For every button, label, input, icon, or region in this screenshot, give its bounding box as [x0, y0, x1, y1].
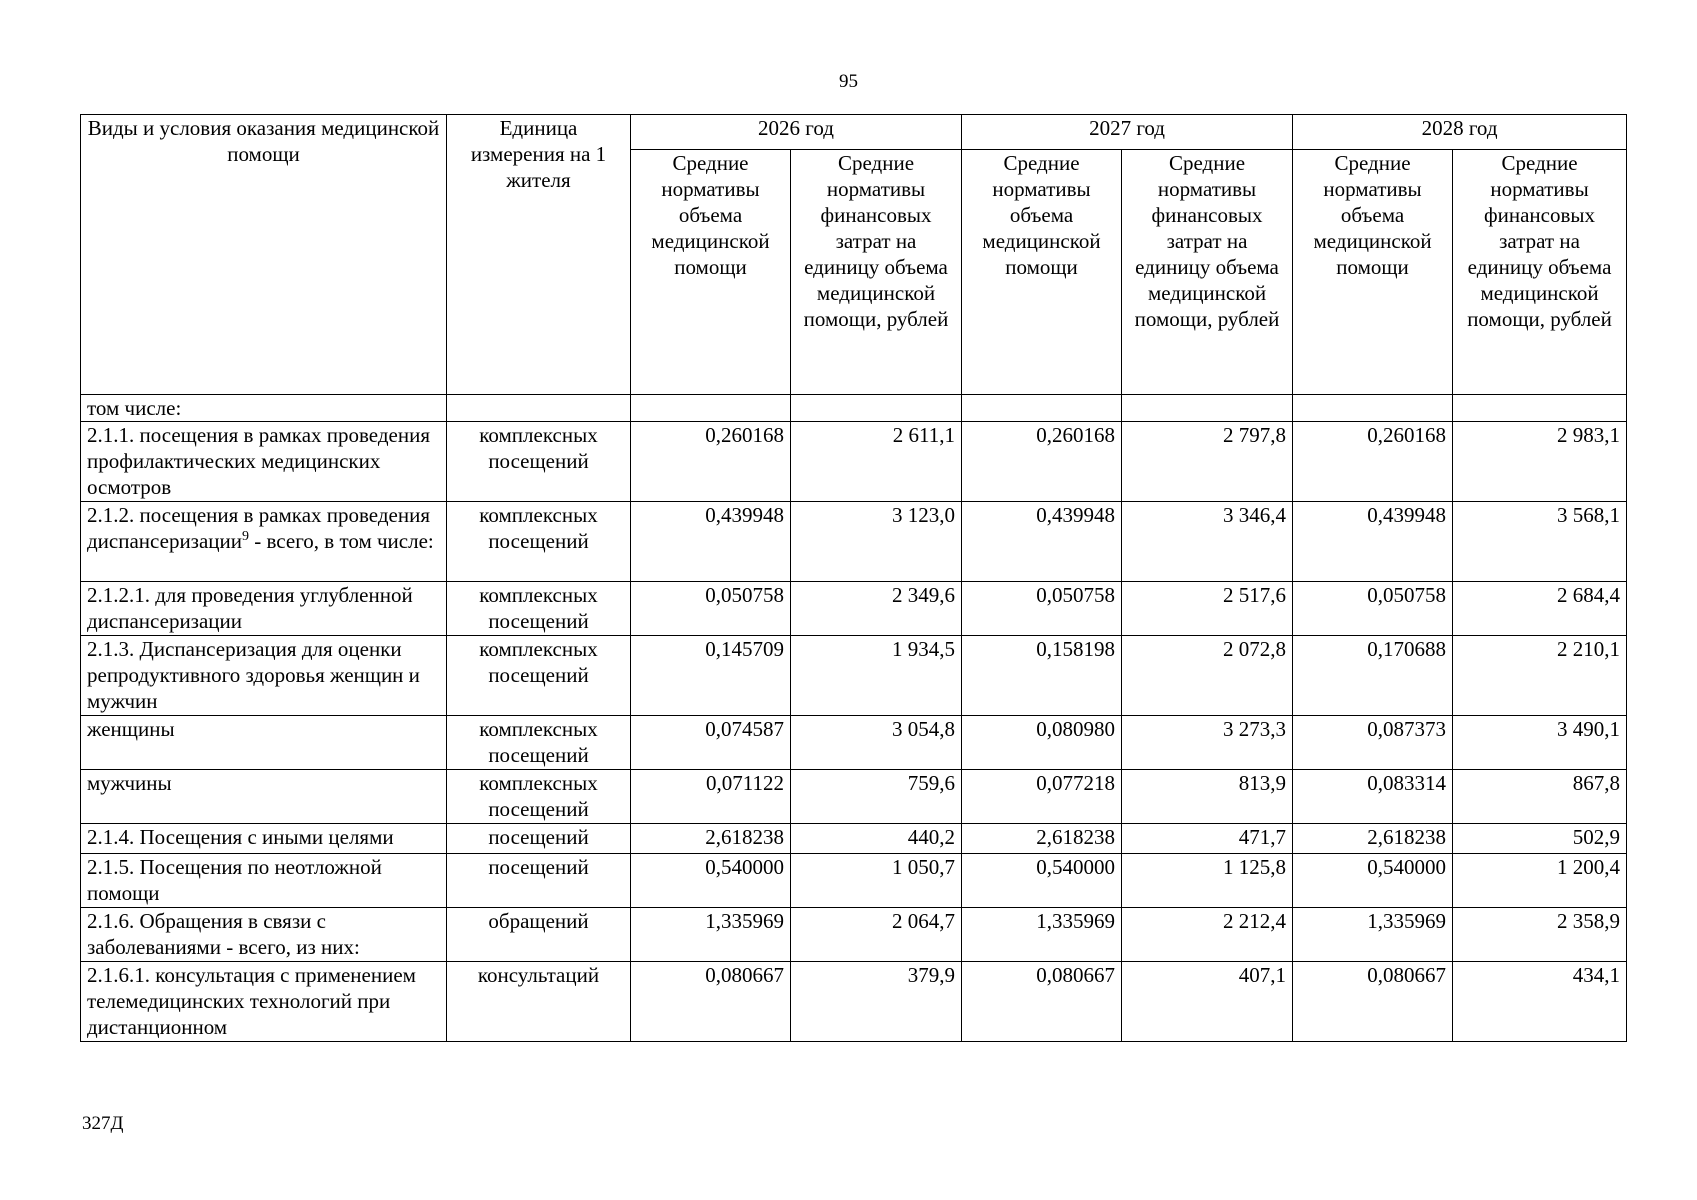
cost-2026-cell: 3 123,0 [791, 502, 962, 582]
volume-2028-cell: 0,087373 [1293, 716, 1453, 770]
volume-2027-cell: 2,618238 [962, 824, 1122, 854]
volume-2026-cell: 0,074587 [631, 716, 791, 770]
unit-cell: посещений [447, 824, 631, 854]
header-cost-2027: Средние нормативы финансовых затрат на единицу объема медицинской помощи, рублей [1122, 150, 1293, 395]
table-cell-empty [447, 395, 631, 422]
header-volume-2026: Средние нормативы объема медицинской помощи [631, 150, 791, 395]
volume-2026-cell: 0,080667 [631, 962, 791, 1042]
table-row [81, 716, 1627, 770]
table-row [81, 854, 1627, 908]
header-row-years [81, 115, 1627, 150]
volume-2026-cell: 2,618238 [631, 824, 791, 854]
care-type-cell [81, 582, 447, 636]
volume-2028-cell: 0,050758 [1293, 582, 1453, 636]
norms-table [80, 114, 1627, 1042]
cost-2028-cell: 2 358,9 [1453, 908, 1627, 962]
unit-cell: комплексных посещений [447, 770, 631, 824]
volume-2027-cell: 0,080667 [962, 962, 1122, 1042]
header-year-2026: 2026 год [631, 115, 962, 150]
cost-2028-cell: 434,1 [1453, 962, 1627, 1042]
cost-2026-cell: 3 054,8 [791, 716, 962, 770]
cost-2028-cell: 2 684,4 [1453, 582, 1627, 636]
volume-2028-cell: 2,618238 [1293, 824, 1453, 854]
volume-2027-cell: 0,158198 [962, 636, 1122, 716]
cost-2028-cell: 3 490,1 [1453, 716, 1627, 770]
table-cell-empty [1122, 395, 1293, 422]
cost-2028-cell: 2 210,1 [1453, 636, 1627, 716]
care-type-text: женщины [87, 717, 175, 741]
cost-2026-cell: 1 934,5 [791, 636, 962, 716]
cost-2026-cell: 379,9 [791, 962, 962, 1042]
cost-2026-cell: 2 611,1 [791, 422, 962, 502]
care-type-cell [81, 716, 447, 770]
care-type-cell [81, 770, 447, 824]
volume-2027-cell: 0,260168 [962, 422, 1122, 502]
table-row [81, 770, 1627, 824]
table-row [81, 422, 1627, 502]
care-type-cell [81, 824, 447, 854]
cost-2027-cell: 1 125,8 [1122, 854, 1293, 908]
cost-2026-cell: 1 050,7 [791, 854, 962, 908]
volume-2028-cell: 0,439948 [1293, 502, 1453, 582]
header-cost-2028: Средние нормативы финансовых затрат на единицу объема медицинской помощи, рублей [1453, 150, 1627, 395]
cost-2027-cell: 471,7 [1122, 824, 1293, 854]
cost-2026-cell: 759,6 [791, 770, 962, 824]
volume-2027-cell: 1,335969 [962, 908, 1122, 962]
care-type-text: 2.1.1. посещения в рамках проведения профилактических медицинских осмотров [87, 423, 430, 499]
cost-2027-cell: 3 346,4 [1122, 502, 1293, 582]
care-type-text: 2.1.2.1. для проведения углубленной диспансеризации [87, 583, 413, 633]
care-type-cell [81, 854, 447, 908]
volume-2026-cell: 0,145709 [631, 636, 791, 716]
unit-cell: комплексных посещений [447, 502, 631, 582]
page-number: 95 [839, 71, 858, 92]
cost-2027-cell: 407,1 [1122, 962, 1293, 1042]
header-year-2027: 2027 год [962, 115, 1293, 150]
cost-2026-cell: 2 349,6 [791, 582, 962, 636]
cost-2027-cell: 2 517,6 [1122, 582, 1293, 636]
volume-2027-cell: 0,077218 [962, 770, 1122, 824]
care-type-cell [81, 908, 447, 962]
volume-2026-cell: 0,050758 [631, 582, 791, 636]
cost-2028-cell: 867,8 [1453, 770, 1627, 824]
volume-2027-cell: 0,050758 [962, 582, 1122, 636]
care-type-cell [81, 636, 447, 716]
unit-cell: комплексных посещений [447, 716, 631, 770]
table-row [81, 502, 1627, 582]
table-cell-empty [1293, 395, 1453, 422]
table-row [81, 636, 1627, 716]
volume-2026-cell: 1,335969 [631, 908, 791, 962]
cost-2028-cell: 3 568,1 [1453, 502, 1627, 582]
care-type-cell [81, 422, 447, 502]
cost-2028-cell: 2 983,1 [1453, 422, 1627, 502]
header-cost-2026: Средние нормативы финансовых затрат на единицу объема медицинской помощи, рублей [791, 150, 962, 395]
volume-2028-cell: 0,080667 [1293, 962, 1453, 1042]
care-type-text: 2.1.6. Обращения в связи с заболеваниями - всего, из них: [87, 909, 360, 959]
unit-cell: обращений [447, 908, 631, 962]
unit-cell: консультаций [447, 962, 631, 1042]
care-type-cell [81, 962, 447, 1042]
volume-2028-cell: 0,260168 [1293, 422, 1453, 502]
table-row [81, 908, 1627, 962]
care-type-text: 2.1.5. Посещения по неотложной помощи [87, 855, 382, 905]
care-type-text: 2.1.4. Посещения с иными целями [87, 825, 394, 849]
cost-2027-cell: 2 072,8 [1122, 636, 1293, 716]
unit-cell: посещений [447, 854, 631, 908]
cost-2028-cell: 502,9 [1453, 824, 1627, 854]
volume-2026-cell: 0,260168 [631, 422, 791, 502]
care-type-text-continued: - всего, в том числе: [249, 529, 434, 553]
cost-2026-cell: 440,2 [791, 824, 962, 854]
footnote-marker: 9 [242, 529, 250, 544]
volume-2028-cell: 0,083314 [1293, 770, 1453, 824]
cost-2027-cell: 2 212,4 [1122, 908, 1293, 962]
table-cell-empty [791, 395, 962, 422]
table-row [81, 824, 1627, 854]
care-type-cell [81, 502, 447, 582]
intro-text: том числе: [81, 395, 447, 422]
header-care-type: Виды и условия оказания медицинской помощи [81, 115, 447, 395]
table-body [81, 395, 1627, 1042]
cost-2027-cell: 813,9 [1122, 770, 1293, 824]
unit-cell: комплексных посещений [447, 582, 631, 636]
cost-2026-cell: 2 064,7 [791, 908, 962, 962]
volume-2028-cell: 0,540000 [1293, 854, 1453, 908]
header-volume-2028: Средние нормативы объема медицинской помощи [1293, 150, 1453, 395]
table-row [81, 962, 1627, 1042]
volume-2026-cell: 0,439948 [631, 502, 791, 582]
volume-2026-cell: 0,540000 [631, 854, 791, 908]
table-cell-empty [962, 395, 1122, 422]
header-unit: Единица измерения на 1 жителя [447, 115, 631, 395]
volume-2027-cell: 0,439948 [962, 502, 1122, 582]
table-cell-empty [1453, 395, 1627, 422]
table-row [81, 582, 1627, 636]
volume-2027-cell: 0,540000 [962, 854, 1122, 908]
volume-2027-cell: 0,080980 [962, 716, 1122, 770]
cost-2027-cell: 2 797,8 [1122, 422, 1293, 502]
table-row-intro [81, 395, 1627, 422]
cost-2028-cell: 1 200,4 [1453, 854, 1627, 908]
table-cell-empty [631, 395, 791, 422]
cost-2027-cell: 3 273,3 [1122, 716, 1293, 770]
volume-2028-cell: 0,170688 [1293, 636, 1453, 716]
header-year-2028: 2028 год [1293, 115, 1627, 150]
care-type-text: 2.1.2. посещения в рамках проведения диспансеризации [87, 503, 430, 553]
care-type-text: 2.1.6.1. консультация с применением телемедицинских технологий при дистанционном [87, 963, 416, 1039]
care-type-text: мужчины [87, 771, 172, 795]
care-type-text: 2.1.3. Диспансеризация для оценки репродуктивного здоровья женщин и мужчин [87, 637, 420, 713]
header-volume-2027: Средние нормативы объема медицинской помощи [962, 150, 1122, 395]
volume-2026-cell: 0,071122 [631, 770, 791, 824]
volume-2028-cell: 1,335969 [1293, 908, 1453, 962]
unit-cell: комплексных посещений [447, 636, 631, 716]
document-code: 327Д [82, 1113, 124, 1134]
unit-cell: комплексных посещений [447, 422, 631, 502]
